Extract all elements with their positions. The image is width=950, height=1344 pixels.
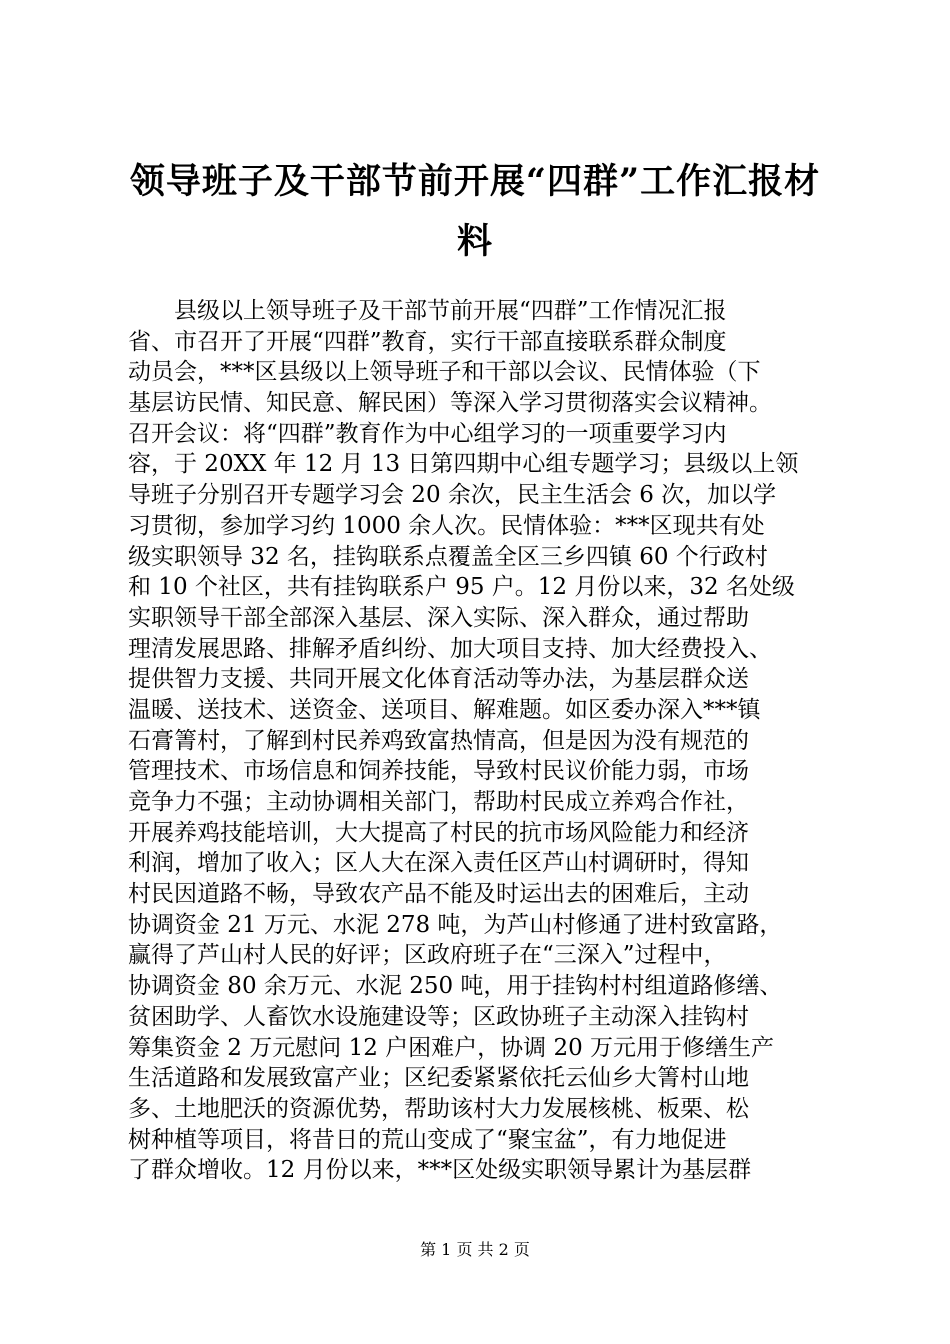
body-line: 竞争力不强；主动协调相关部门，帮助村民成立养鸡合作社， [128, 789, 749, 815]
body-line: 赢得了芦山村人民的好评；区政府班子在“三深入”过程中， [128, 942, 727, 969]
body-line: 协调资金 80 余万元、水泥 250 吨，用于挂钩村村组道路修缮、 [128, 973, 783, 1000]
document-body [128, 296, 848, 1186]
body-line: 贫困助学、人畜饮水设施建设等；区政协班子主动深入挂钩村 [128, 1003, 749, 1030]
body-line: 温暖、送技术、送资金、送项目、解难题。如区委办深入***镇 [128, 696, 761, 723]
body-line: 树种植等项目，将昔日的荒山变成了“聚宝盆”，有力地促进 [128, 1126, 727, 1153]
body-line: 县级以上领导班子及干部节前开展“四群”工作情况汇报 [128, 298, 727, 324]
body-line: 和 10 个社区，共有挂钩联系户 95 户。12 月份以来，32 名处级 [128, 574, 795, 601]
body-line: 开展养鸡技能培训，大大提高了村民的抗市场风险能力和经济 [128, 819, 749, 846]
body-line: 理清发展思路、排解矛盾纠纷、加大项目支持、加大经费投入、 [128, 635, 772, 662]
body-line: 石膏箐村，了解到村民养鸡致富热情高，但是因为没有规范的 [128, 727, 749, 754]
body-line: 提供智力支援、共同开展文化体育活动等办法，为基层群众送 [128, 666, 749, 693]
body-line: 了群众增收。12 月份以来，***区处级实职领导累计为基层群 [128, 1157, 752, 1184]
page-footer: 第 1 页 共 2 页 [420, 1240, 530, 1259]
body-line: 管理技术、市场信息和饲养技能，导致村民议价能力弱，市场 [128, 758, 749, 785]
body-line: 实职领导干部全部深入基层、深入实际、深入群众，通过帮助 [128, 604, 749, 631]
body-line: 召开会议：将“四群”教育作为中心组学习的一项重要学习内 [128, 420, 727, 447]
body-line: 习贯彻，参加学习约 1000 余人次。民情体验：***区现共有处 [128, 512, 765, 539]
document-title-line-2: 料 [456, 221, 493, 262]
body-line: 容，于 20XX 年 12 月 13 日第四期中心组专题学习；县级以上领 [128, 451, 799, 478]
body-line: 导班子分别召开专题学习会 20 余次，民主生活会 6 次，加以学 [128, 482, 777, 509]
body-line: 生活道路和发展致富产业；区纪委紧紧依托云仙乡大箐村山地 [128, 1065, 749, 1092]
body-line: 村民因道路不畅，导致农产品不能及时运出去的困难后，主动 [128, 881, 749, 908]
body-line: 利润，增加了收入；区人大在深入责任区芦山村调研时，得知 [128, 850, 749, 877]
body-line: 省、市召开了开展“四群”教育，实行干部直接联系群众制度 [128, 328, 727, 355]
body-line: 动员会，***区县级以上领导班子和干部以会议、民情体验（下 [128, 359, 761, 386]
body-line: 级实职领导 32 名，挂钩联系点覆盖全区三乡四镇 60 个行政村 [128, 543, 768, 570]
document-title-line-1: 领导班子及干部节前开展“四群”工作汇报材 [129, 161, 821, 202]
body-line: 多、土地肥沃的资源优势，帮助该村大力发展核桃、板栗、松 [128, 1095, 749, 1122]
body-line: 基层访民情、知民意、解民困）等深入学习贯彻落实会议精神。 [128, 390, 772, 417]
body-line: 筹集资金 2 万元慰问 12 户困难户，协调 20 万元用于修缮生产 [128, 1034, 775, 1061]
body-line: 协调资金 21 万元、水泥 278 吨，为芦山村修通了进村致富路， [128, 911, 783, 938]
